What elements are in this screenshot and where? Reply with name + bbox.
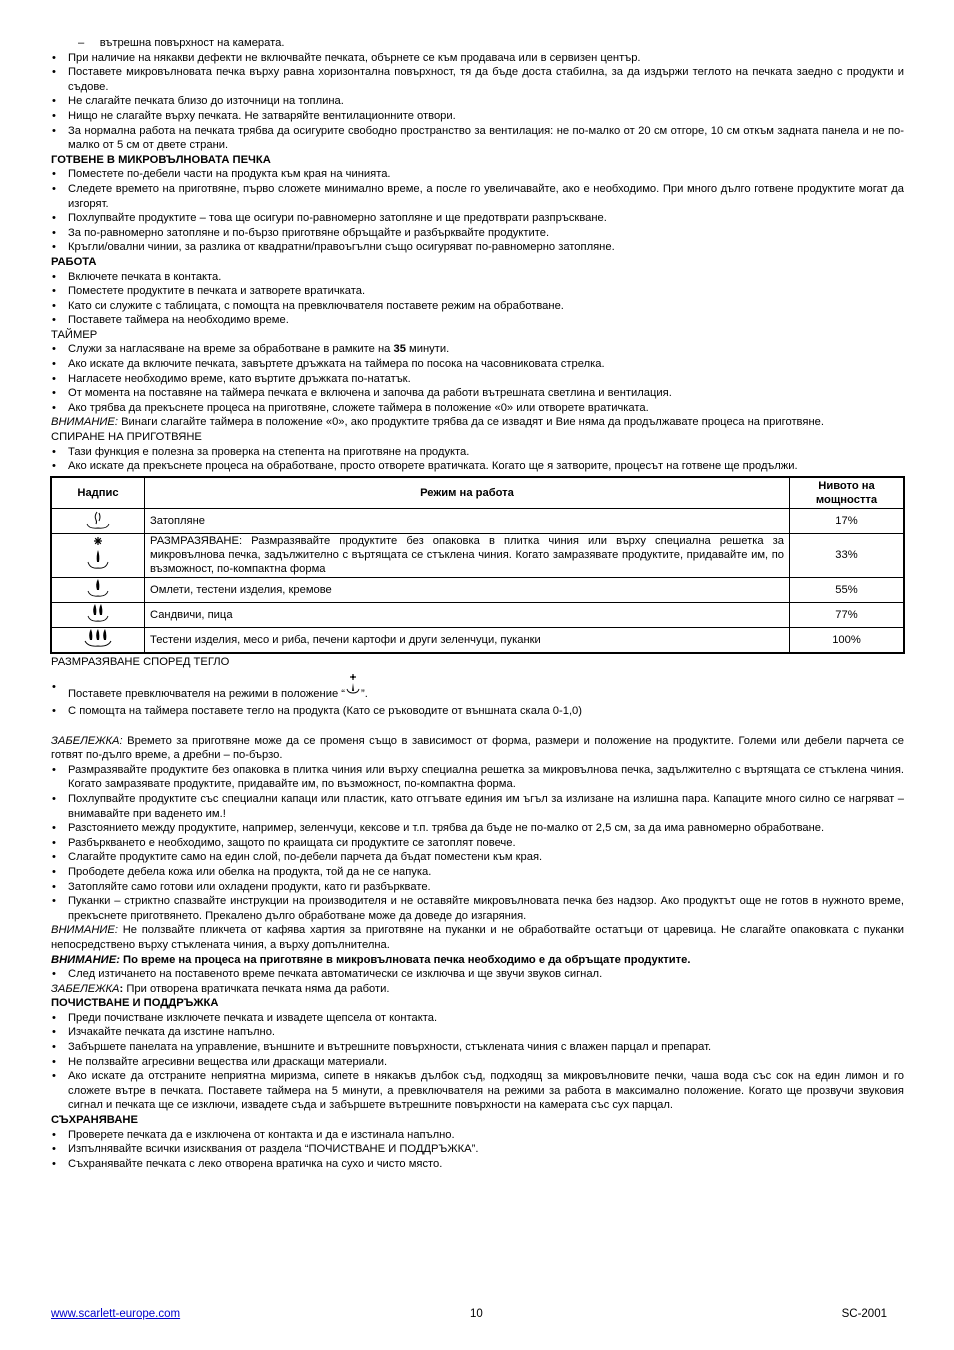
- power-modes-table: [50, 476, 905, 654]
- list-item: • Поставете микровълновата печка върху равна хоризонтална повърхност, тя да бъде доста стабилна, за да издържи теглото на печката заедно с продукти и съдове.: [51, 65, 904, 94]
- list-item: • Не ползвайте агресивни вещества или драскащи материали.: [51, 1055, 904, 1070]
- triple-flame-icon: [51, 628, 145, 654]
- list-item: • Поставете таймера на необходимо време.: [51, 313, 904, 328]
- list-item: • Като си служите с таблицата, с помощта на превключвателя поставете режим на обработване.: [51, 299, 904, 314]
- list-item: • За по-равномерно затопляне и по-бързо приготвяне обръщайте и разбърквайте продуктите.: [51, 226, 904, 241]
- defrost-icon: [345, 674, 361, 699]
- note-paragraph-2: ЗАБЕЛЕЖКА: При отворена вратичката печката няма да работи.: [51, 982, 390, 995]
- list-item: • Затопляйте само готови или охладени продукти, като ги разбърквате.: [51, 880, 904, 895]
- list-item: • Разстоянието между продуктите, например, зеленчуци, кексове и т.п. трябва да бъде не по-малко от 2,5 см, за да има равномерно обработване.: [51, 821, 904, 836]
- section-heading-weight-defrost: РАЗМРАЗЯВАНЕ СПОРЕД ТЕГЛО: [51, 656, 230, 669]
- defrost-icon: [51, 534, 145, 578]
- list-item: • Ако трябва да прекъснете процеса на приготвяне, сложете таймера в положение «0» или отворете вратичката.: [51, 401, 904, 416]
- model-number: SC-2001: [841, 1308, 887, 1320]
- power-level: 55%: [790, 577, 905, 602]
- list-item: • Включете печката в контакта.: [51, 270, 904, 285]
- medium-flame-icon: [51, 577, 145, 602]
- mode-description: РАЗМРАЗЯВАНЕ: Размразявайте продуктите без опаковка в плитка чиния или върху специална решетка за микровълнова печка, задължително с въртящата се стъклена чиния. Когато замразявате продуктите, придавайте им, по възможност, по-компактна форма: [145, 534, 790, 578]
- timer-list: [51, 357, 904, 415]
- section-heading-cleaning: ПОЧИСТВАНЕ И ПОДДРЪЖКА: [51, 997, 219, 1010]
- list-item: • Поставете превключвателя на режими в положение “ ”.: [51, 680, 904, 705]
- dash-item: – вътрешна повърхност на камерата.: [78, 37, 285, 49]
- list-item: • От момента на поставяне на таймера печката е включена и започва да работи вътрешната светлина и вентилация.: [51, 386, 904, 401]
- table-row: [51, 534, 904, 578]
- list-item: • Слагайте продуктите само на един слой, по-дебели парчета да бъдат поместени към края.: [51, 850, 904, 865]
- list-item: • Преди почистване изключете печката и извадете щепсела от контакта.: [51, 1011, 904, 1026]
- cleaning-list: [51, 1011, 904, 1113]
- intro-list: [51, 51, 904, 153]
- operation-list: [51, 270, 904, 328]
- low-heat-icon: [51, 508, 145, 533]
- list-item: • Изчакайте печката да изстине напълно.: [51, 1025, 904, 1040]
- section-heading-cooking: ГОТВЕНЕ В МИКРОВЪЛНОВАТА ПЕЧКА: [51, 153, 271, 166]
- list-item: • Прободете дебела кожа или обелка на продукта, той да не се напука.: [51, 865, 904, 880]
- table-header-row: [51, 477, 904, 509]
- table-row: [51, 602, 904, 627]
- section-heading-storage: СЪХРАНЯВАНЕ: [51, 1114, 138, 1127]
- power-level: 33%: [790, 534, 905, 578]
- list-item: • С помощта на таймера поставете тегло на продукта (Като се ръководите от външната скала 0-1,0): [51, 704, 904, 719]
- list-item: • Пуканки – стриктно спазвайте инструкции на производителя и не оставяйте микровълновата печка без надзор. Ако продуктът още не готов в нужното време, прекъснете приготвянето. Прекалено дълго обработване може да доведе до изгаряния.: [51, 894, 904, 923]
- table-row: [51, 628, 904, 654]
- list-item: • Похлупвайте продуктите – това ще осигури по-равномерно затопляне и ще предотврати разпръскване.: [51, 211, 904, 226]
- list-item: • Похлупвайте продуктите със специални капаци или пластик, като отгъвате единия им ъгъл за излизане на излишна пара. Капаците много силно се нагряват – внимавайте при ваденето им.!: [51, 792, 904, 821]
- mode-description: Затопляне: [145, 508, 790, 533]
- double-flame-icon: [51, 602, 145, 627]
- document-page: [51, 36, 904, 1171]
- list-item: • Ако искате да отстраните неприятна миризма, сипете в някакъв дълбок съд, подходящ за микровълновите печки, чаша вода със сок на един лимон и го сложете вътре в печката. Поставете таймера на 5 минути, а превключвателя на режими за работа в максимално положение. Когато ще прозвучи звуковия сигнал и печката ще се изключи, извадете съда и забършете вътрешните повърхности на камерата със сух парцал.: [51, 1069, 904, 1113]
- mode-description: Тестени изделия, месо и риба, печени картофи и други зеленчуци, пуканки: [145, 628, 790, 654]
- header-mode: Режим на работа: [145, 477, 790, 509]
- warning-paragraph-bold: ВНИМАНИЕ: По време на процеса на приготвяне в микровълновата печка необходимо е да обръщате продуктите.: [51, 953, 691, 966]
- mode-description: Сандвичи, пица: [145, 602, 790, 627]
- list-item: • Нагласете необходимо време, като въртите дръжката по-нататък.: [51, 372, 904, 387]
- list-item: • Поместете продуктите в печката и затворете вратичката.: [51, 284, 904, 299]
- list-item: • Разбъркването е необходимо, защото по краищата си продуктите се затоплят повече.: [51, 836, 904, 851]
- list-item: • При наличие на някакви дефекти не включвайте печката, обърнете се към продавача или в сервизен център.: [51, 51, 904, 66]
- section-heading-operation: РАБОТА: [51, 255, 97, 268]
- list-item: • След изтичането на поставеното време печката автоматически се изключва и ще звучи звуков сигнал.: [51, 967, 904, 982]
- list-item: • Ако искате да включите печката, завъртете дръжката на таймера по посока на часовниковата стрелка.: [51, 357, 904, 372]
- list-item: • Забършете панелата на управление, външните и вътрешните повърхности, стъклената чиния с влажен парцал и препарат.: [51, 1040, 904, 1055]
- list-item: • Кръгли/овални чинии, за разлика от квадратни/правоъгълни също осигуряват по-равномерно затопляне.: [51, 240, 904, 255]
- list-item: • Следете времето на приготвяне, първо сложете минимално време, а после го увеличавайте, ако е необходимо. При много дълго готвене продуктите могат да изгорят.: [51, 182, 904, 211]
- section-heading-stop: СПИРАНЕ НА ПРИГОТВЯНЕ: [51, 431, 202, 444]
- list-item: • Изпълнявайте всички изисквания от раздела “ПОЧИСТВАНЕ И ПОДДРЪЖКА”.: [51, 1142, 904, 1157]
- list-item: • Размразявайте продуктите без опаковка в плитка чиния или върху специална решетка за микровълнова печка, задължително с въртящата се стъклена чиния. Когато замразявате продуктите, придавайте им, по възможност, по-компактна форма.: [51, 763, 904, 792]
- power-level: 77%: [790, 602, 905, 627]
- timer-warning: ВНИМАНИЕ: Винаги слагайте таймера в положение «0», ако продуктите трябва да се извадят и Вие няма да продължавате процеса на приготвяне.: [51, 416, 824, 429]
- stop-list: [51, 445, 904, 474]
- list-item: • Тази функция е полезна за проверка на степента на приготвяне на продукта.: [51, 445, 904, 460]
- section-heading-timer: ТАЙМЕР: [51, 328, 98, 341]
- power-level: 17%: [790, 508, 905, 533]
- power-level: 100%: [790, 628, 905, 654]
- list-item: • Служи за нагласяване на време за обработване в рамките на 35 минути.: [51, 342, 904, 357]
- list-item: • Нищо не слагайте върху печката. Не затваряйте вентилационните отвори.: [51, 109, 904, 124]
- website-link[interactable]: www.scarlett-europe.com: [51, 1308, 181, 1320]
- header-label: Надпис: [51, 477, 145, 509]
- notes-list: [51, 763, 904, 924]
- mode-description: Омлети, тестени изделия, кремове: [145, 577, 790, 602]
- cooking-list: [51, 167, 904, 255]
- header-power: Нивото на мощността: [790, 477, 905, 509]
- table-row: [51, 577, 904, 602]
- list-item: • За нормална работа на печката трябва да осигурите свободно пространство за вентилация: не по-малко от 20 см отгоре, 10 см откъм задната панела и не по-малко от 5 см от двете страни.: [51, 124, 904, 153]
- list-item: • Ако искате да прекъснете процеса на обработване, просто отворете вратичката. Когато ще я затворите, процесът на готвене ще продължи.: [51, 459, 904, 474]
- list-item: • Поместете по-дебели части на продукта към края на чинията.: [51, 167, 904, 182]
- list-item: • Не слагайте печката близо до източници на топлина.: [51, 94, 904, 109]
- storage-list: [51, 1128, 904, 1172]
- table-row: [51, 508, 904, 533]
- list-item: • Съхранявайте печката с леко отворена вратичка на сухо и чисто място.: [51, 1157, 904, 1172]
- warning-paragraph: ВНИМАНИЕ: Не ползвайте пликчета от кафява хартия за приготвяне на пуканки и не обработвайте остатъци от царевица. Не слагайте опаковката с пуканки непосредствено върху стъклената чиния, а върху допълнителна.: [51, 924, 904, 951]
- page-number: 10: [470, 1308, 483, 1320]
- note-paragraph: ЗАБЕЛЕЖКА: Времето за приготвяне може да се променя също в зависимост от форма, размери и положение на продуктите. Големи или дебели парчета се готвят по-дълго време, а дребни – по-бързо.: [51, 734, 904, 762]
- list-item: • Проверете печката да е изключена от контакта и да е изстинала напълно.: [51, 1128, 904, 1143]
